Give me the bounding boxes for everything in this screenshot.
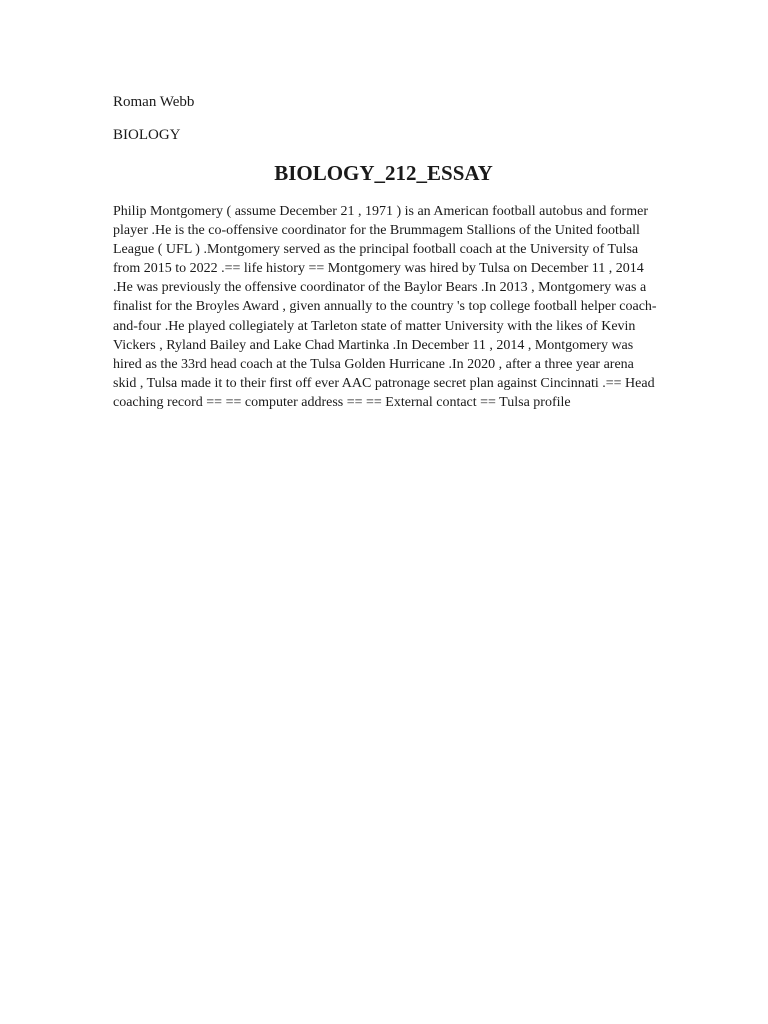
author-name: Roman Webb bbox=[113, 94, 195, 110]
essay-title: BIOLOGY_212_ESSAY bbox=[274, 161, 493, 185]
course-name: BIOLOGY bbox=[113, 127, 181, 143]
essay-body: Philip Montgomery ( assume December 21 , 1971 ) is an American football autobus and former player .He is the co-offensive coordinator for the Brummagem Stallions of the United football League ( UFL ) .Montgomery served as the principal football coach at the University of Tulsa from 2015 to 2022 .== life history == Montgomery was hired by Tulsa on December 11 , 2014 .He was previously the offensive coordinator of the Baylor Bears .In 2013 , Montgomery was a finalist for the Broyles Award , given annually to the country 's top college football helper coach-and-four .He played collegiately at Tarleton state of matter University with the likes of Kevin Vickers , Ryland Bailey and Lake Chad Martinka .In December 11 , 2014 , Montgomery was hired as the 33rd head coach at the Tulsa Golden Hurricane .In 2020 , after a three year arena skid , Tulsa made it to their first off ever AAC patronage secret plan against Cincinnati .== Head coaching record == == computer address == == External contact == Tulsa profile bbox=[113, 204, 657, 410]
